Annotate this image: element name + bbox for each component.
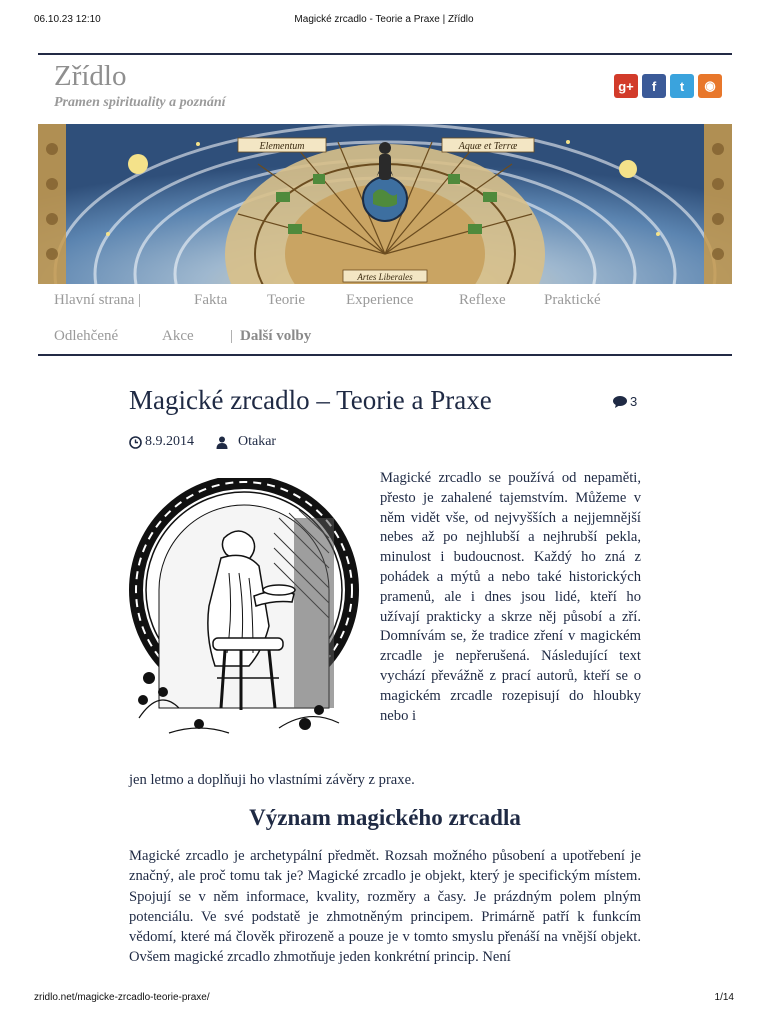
- print-page-number: 1/14: [714, 992, 734, 1003]
- print-url: zridlo.net/magicke-zrcadlo-teorie-praxe/: [34, 992, 210, 1003]
- social-links: [614, 74, 722, 98]
- article-title: Magické zrcadlo – Teorie a Praxe: [129, 385, 492, 415]
- comment-count-link[interactable]: [613, 394, 637, 409]
- section-paragraph: Magické zrcadlo je archetypální předmět. Rozsah možného působení a upotřebení je značný, ale proč tomu tak je? Magické zrcadlo je objekt, který je specifickým místem. Spojují se v něm informace, kvality, rozměry a časy. Je prázdným polem plným potenciálu. Ve své podstatě je zhmotněným principem. Primárně patří k funkcím vědomí, které má člověk přirozeně a pouze je v tomto smyslu přenáší na vnější objekt. Ovšem magické zrcadlo zhmotňuje jeden konkrétní princip. Není: [129, 848, 641, 966]
- intro-paragraph-continued: jen letmo a doplňuji ho vlastními závěry z praxe.: [129, 772, 415, 788]
- nav-divider: [38, 354, 732, 356]
- user-icon: [216, 436, 228, 449]
- facebook-icon[interactable]: f: [642, 74, 666, 98]
- site-logo[interactable]: Zřídlo: [54, 60, 127, 92]
- header-banner: [38, 124, 732, 284]
- nav-fakta[interactable]: Fakta: [194, 292, 228, 308]
- intro-paragraph: Magické zrcadlo se používá od nepaměti, přesto je zahalené tajemstvím. Můžeme v něm vidět vše, od nejvyšších a nejjemnější nebes až po nejhlubší a nejhrubší pekla, minulost i budoucnost. Každý ho zná z pohádek a mýtů a nebo také historických pramenů, ale i dnes jsou lidé, kteří ho užívají prakticky a skrze něj působí a zří. Domnívám se, že tradice zření v magickém zrcadle je nepřerušená. Následující text vychází převážně z prací autorů, kteří se o magickém zrcadle rozepisují do hloubky nebo i: [380, 470, 641, 724]
- article-meta: [129, 434, 276, 450]
- nav-prakticke[interactable]: Praktické: [544, 292, 601, 308]
- nav-teorie[interactable]: Teorie: [267, 292, 306, 308]
- banner-label-right: Aquæ et Terræ: [458, 141, 518, 152]
- seer-illustration: [129, 478, 369, 740]
- comment-count: 3: [630, 394, 638, 409]
- comment-icon: [613, 396, 627, 408]
- clock-icon: [129, 436, 142, 449]
- article-author[interactable]: Otakar: [238, 434, 277, 449]
- google-plus-icon[interactable]: g+: [614, 74, 638, 98]
- rss-icon[interactable]: ◉: [698, 74, 722, 98]
- nav-experience[interactable]: Experience: [346, 292, 414, 308]
- print-datetime: 06.10.23 12:10: [34, 14, 101, 25]
- twitter-icon[interactable]: t: [670, 74, 694, 98]
- section-heading: Význam magického zrcadla: [249, 805, 521, 830]
- nav-more[interactable]: Další volby: [240, 328, 312, 344]
- nav-odlehcene[interactable]: Odlehčené: [54, 328, 119, 344]
- nav-reflexe[interactable]: Reflexe: [459, 292, 506, 308]
- nav-separator: |: [230, 328, 234, 344]
- nav-akce[interactable]: Akce: [162, 328, 194, 344]
- site-tagline: Pramen spirituality a poznání: [54, 95, 226, 110]
- print-page-title: Magické zrcadlo - Teorie a Praxe | Zřídlo: [294, 14, 474, 25]
- article-date: 8.9.2014: [145, 434, 194, 449]
- top-divider: [38, 53, 732, 55]
- banner-label-bottom: Artes Liberales: [357, 272, 413, 282]
- banner-label-left: Elementum: [259, 141, 305, 152]
- nav-home[interactable]: Hlavní strana |: [54, 292, 142, 308]
